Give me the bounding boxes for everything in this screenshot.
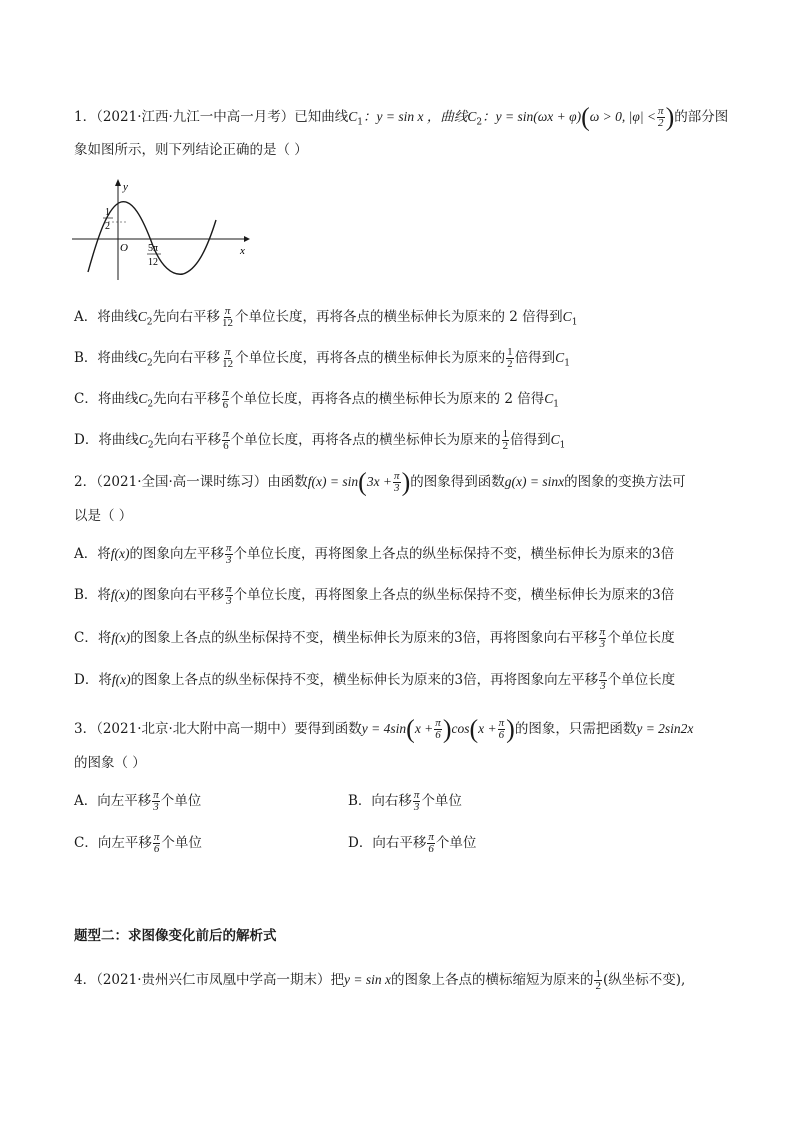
q1-line2: 象如图所示，则下列结论正确的是（ ） [74, 142, 308, 158]
q3-option-c: C．向左平移 $\frac{\pi}{6}$ 个单位 [74, 831, 202, 855]
q2-line1: 2．（2021·全国·高一课时练习）由函数f(x) = sin(3x + $\frac{\pi}{3}$ )的图象得到函数g(x) = sinx的图象的变换方法可 [74, 467, 686, 497]
graph-half-num: 1 [105, 207, 110, 218]
graph-tick-den: 12 [148, 257, 158, 268]
q2-option-b: B．将f(x)的图象向右平移 $\frac{\pi}{3}$ 个单位长度，再将图象上各点的纵坐标保持不变，横坐标伸长为原来的3倍 [74, 583, 675, 607]
q1-option-d: D．将曲线$C_2$先向右平移 $\frac{\pi}{6}$ 个单位长度，再将各点的横坐标伸长为原来的 $\frac{1}{2}$ 倍得到$C_1$ [74, 428, 566, 452]
q3-option-a: A．向左平移 $\frac{\pi}{3}$ 个单位 [74, 789, 202, 813]
q3-option-d: D．向右平移 $\frac{\pi}{6}$ 个单位 [348, 831, 477, 855]
curve-c1: C [348, 109, 358, 124]
c1-subscript: 1 [357, 117, 364, 128]
q1-c1-formula: ：y = sin x ，曲线 [363, 109, 468, 124]
q2-line2: 以是（ ） [74, 508, 133, 524]
x-axis-arrow [244, 236, 250, 242]
q2-g-expr: g(x) = sinx [504, 474, 565, 489]
c2-subscript: 2 [476, 117, 483, 128]
q1-option-b: B．将曲线$C_2$先向右平移 $\frac{\pi}{12}$ 个单位长度，再将各点的横坐标伸长为原来的 $\frac{1}{2}$ 倍得到$C_1$ [74, 346, 570, 370]
q1-line1 [74, 102, 729, 133]
graph-half-den: 2 [105, 221, 110, 232]
q2-option-a: A．将f(x)的图象向左平移 $\frac{\pi}{3}$ 个单位长度，再将图象上各点的纵坐标保持不变，横坐标伸长为原来的3倍 [74, 542, 675, 566]
q2-f-expr: f(x) = sin [307, 474, 359, 489]
curve-c2: C [467, 109, 477, 124]
q1-option-a: A．将曲线$C_2$先向右平移 $\frac{\pi}{12}$ 个单位长度，再将各点的横坐标伸长为原来的 2 倍得到$C_1$ [74, 305, 578, 329]
paren-close: ) [665, 102, 675, 132]
q4-line1: 4．（2021·贵州兴仁市凤凰中学高一期末）把y = sin x的图象上各点的横标缩短为原来的 $\frac{1}{2}$ (纵坐标不变), [74, 968, 686, 992]
q3-line2: 的图象（ ） [74, 755, 146, 771]
q2-option-d: D．将f(x)的图象上各点的纵坐标保持不变，横坐标伸长为原来的3倍，再将图象向左平移 $\frac{\pi}{3}$ 个单位长度 [74, 668, 676, 692]
q3-line1: 3．（2021·北京·北大附中高一期中）要得到函数y = 4sin(x + $\frac{\pi}{6}$ )cos(x + $\frac{\pi}{6}$ )的图象，只需把函数y = 2sin2x [74, 714, 694, 744]
graph-tick-num: 5π [148, 243, 159, 254]
section-title: 题型二：求图像变化前后的解析式 [74, 928, 277, 944]
q1-sine-graph [68, 176, 258, 284]
graph-origin-label: O [120, 242, 128, 254]
paren-open: ( [581, 102, 590, 132]
q1-condition: ω > 0, |φ| < [589, 109, 657, 124]
pi-over-2-fraction: $\frac{\pi}{2}$ [658, 105, 664, 129]
graph-x-label: x [240, 245, 245, 257]
y-axis-arrow [115, 179, 121, 186]
q3-option-b: B．向右移 $\frac{\pi}{3}$ 个单位 [348, 789, 462, 813]
q1-c2-formula: ：y = sin(ωx + φ) [482, 109, 582, 124]
q1-option-c: C．将曲线$C_2$先向右平移 $\frac{\pi}{6}$ 个单位长度，再将各点的横坐标伸长为原来的 2 倍得$C_1$ [74, 387, 560, 411]
q1-stem-tail: 的部分图 [674, 109, 729, 125]
q2-option-c: C．将f(x)的图象上各点的纵坐标保持不变，横坐标伸长为原来的3倍，再将图象向右平移 $\frac{\pi}{3}$ 个单位长度 [74, 626, 675, 650]
graph-y-label: y [123, 181, 128, 193]
q1-stem-text: 1．（2021·江西·九江一中高一月考）已知曲线 [74, 109, 349, 125]
